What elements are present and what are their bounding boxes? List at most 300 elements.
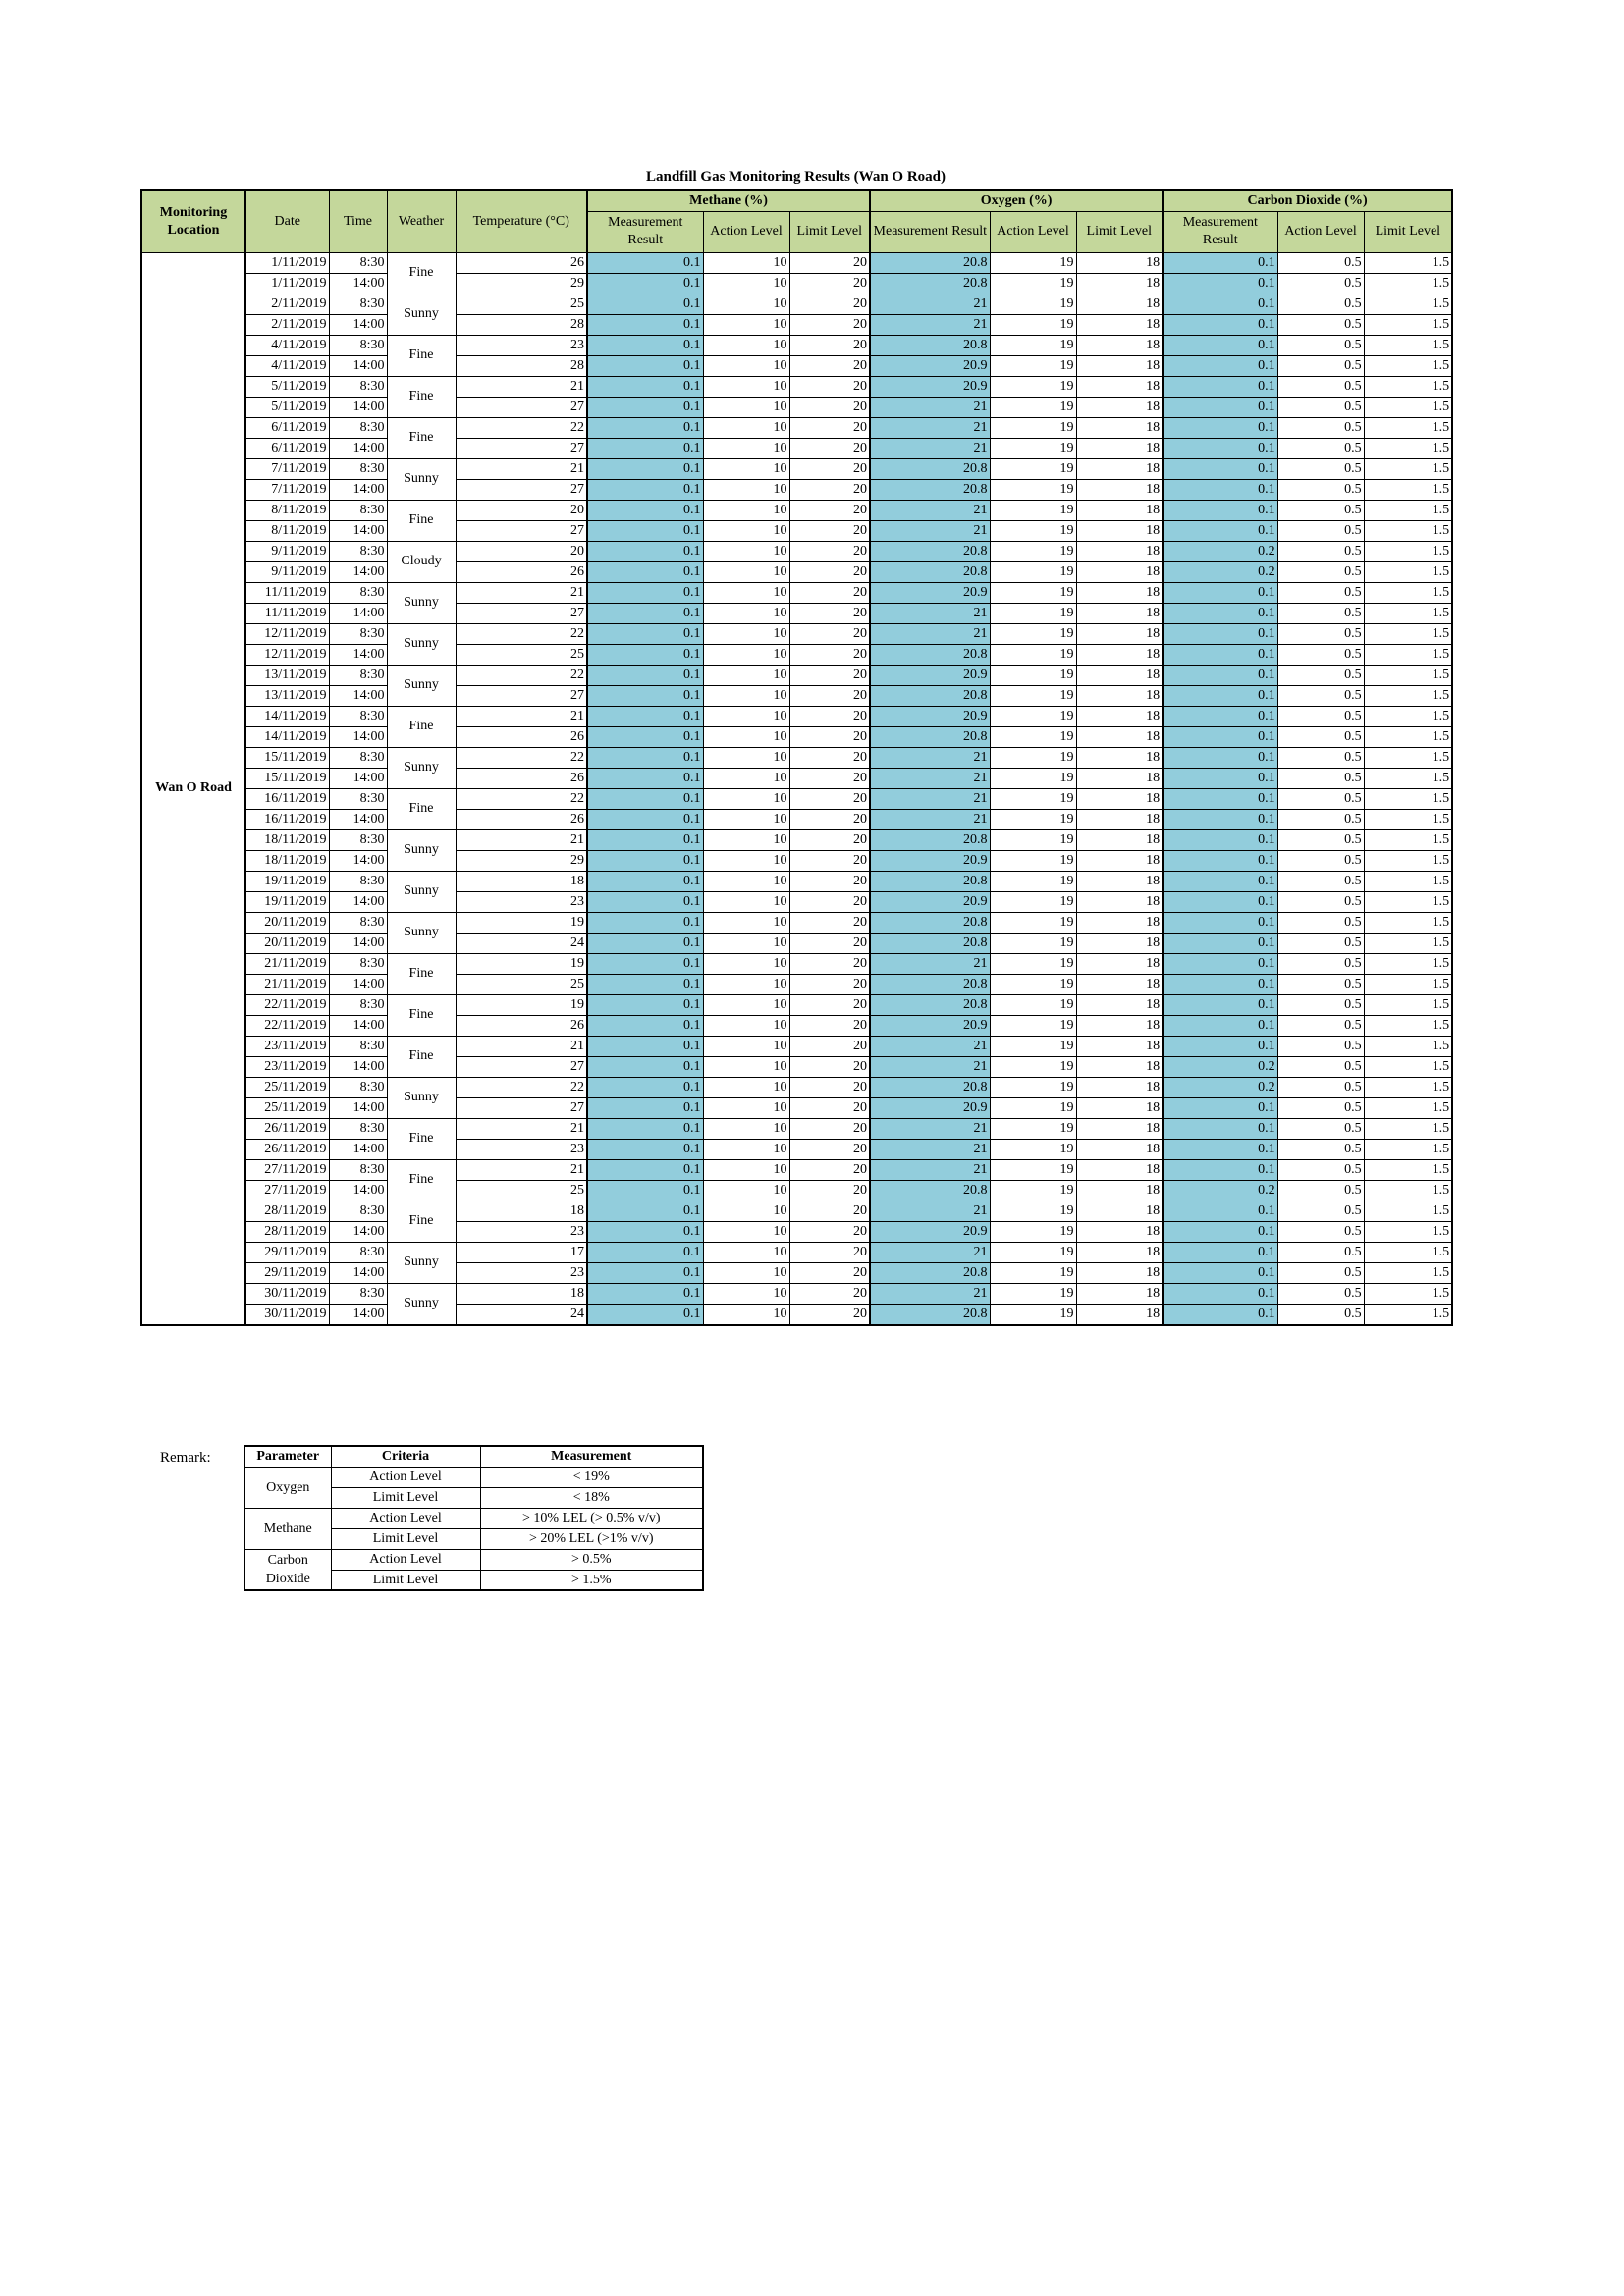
oxygen-limit-cell: 18 xyxy=(1076,891,1163,912)
co2-action-cell: 0.5 xyxy=(1277,685,1364,706)
date-cell: 13/11/2019 xyxy=(245,665,329,685)
co2-limit-cell: 1.5 xyxy=(1364,1118,1452,1139)
methane-action-cell: 10 xyxy=(703,994,789,1015)
oxygen-limit-cell: 18 xyxy=(1076,726,1163,747)
table-row xyxy=(141,1077,1452,1097)
methane-action-cell: 10 xyxy=(703,335,789,355)
co2-action-cell: 0.5 xyxy=(1277,1097,1364,1118)
time-cell: 8:30 xyxy=(329,994,387,1015)
methane-measurement-cell: 0.1 xyxy=(587,809,703,829)
header-methane: Methane (%) xyxy=(587,190,870,211)
date-cell: 28/11/2019 xyxy=(245,1221,329,1242)
co2-limit-cell: 1.5 xyxy=(1364,685,1452,706)
co2-limit-cell: 1.5 xyxy=(1364,850,1452,871)
co2-measurement-cell: 0.1 xyxy=(1163,994,1277,1015)
methane-limit-cell: 20 xyxy=(789,829,870,850)
weather-cell: Fine xyxy=(387,417,456,458)
table-row xyxy=(141,850,1452,871)
methane-measurement-cell: 0.1 xyxy=(587,458,703,479)
oxygen-action-cell: 19 xyxy=(990,438,1076,458)
date-cell: 27/11/2019 xyxy=(245,1159,329,1180)
oxygen-measurement-cell: 21 xyxy=(870,314,990,335)
co2-limit-cell: 1.5 xyxy=(1364,458,1452,479)
date-cell: 13/11/2019 xyxy=(245,685,329,706)
time-cell: 8:30 xyxy=(329,252,387,273)
time-cell: 14:00 xyxy=(329,933,387,953)
time-cell: 8:30 xyxy=(329,1118,387,1139)
co2-action-cell: 0.5 xyxy=(1277,994,1364,1015)
methane-measurement-cell: 0.1 xyxy=(587,314,703,335)
oxygen-measurement-cell: 20.9 xyxy=(870,376,990,397)
methane-limit-cell: 20 xyxy=(789,1242,870,1262)
remark-measurement-cell: < 18% xyxy=(480,1487,703,1508)
co2-limit-cell: 1.5 xyxy=(1364,417,1452,438)
table-row xyxy=(141,685,1452,706)
temperature-cell: 22 xyxy=(456,788,587,809)
oxygen-limit-cell: 18 xyxy=(1076,974,1163,994)
co2-measurement-cell: 0.1 xyxy=(1163,314,1277,335)
time-cell: 14:00 xyxy=(329,809,387,829)
time-cell: 14:00 xyxy=(329,1097,387,1118)
oxygen-measurement-cell: 21 xyxy=(870,438,990,458)
temperature-cell: 25 xyxy=(456,644,587,665)
time-cell: 14:00 xyxy=(329,1139,387,1159)
methane-limit-cell: 20 xyxy=(789,335,870,355)
co2-limit-cell: 1.5 xyxy=(1364,665,1452,685)
temperature-cell: 23 xyxy=(456,335,587,355)
co2-limit-cell: 1.5 xyxy=(1364,541,1452,561)
date-cell: 15/11/2019 xyxy=(245,747,329,768)
temperature-cell: 27 xyxy=(456,1097,587,1118)
co2-limit-cell: 1.5 xyxy=(1364,1262,1452,1283)
remark-criteria-cell: Action Level xyxy=(331,1549,480,1570)
oxygen-action-cell: 19 xyxy=(990,314,1076,335)
table-row xyxy=(141,1118,1452,1139)
co2-limit-cell: 1.5 xyxy=(1364,397,1452,417)
co2-limit-cell: 1.5 xyxy=(1364,809,1452,829)
methane-action-cell: 10 xyxy=(703,417,789,438)
time-cell: 14:00 xyxy=(329,1304,387,1325)
temperature-cell: 21 xyxy=(456,829,587,850)
header-methane-measurement: Measurement Result xyxy=(587,211,703,252)
oxygen-measurement-cell: 20.9 xyxy=(870,1097,990,1118)
time-cell: 8:30 xyxy=(329,706,387,726)
oxygen-measurement-cell: 21 xyxy=(870,1139,990,1159)
weather-cell: Fine xyxy=(387,1201,456,1242)
methane-measurement-cell: 0.1 xyxy=(587,582,703,603)
oxygen-action-cell: 19 xyxy=(990,1180,1076,1201)
table-row xyxy=(141,726,1452,747)
methane-limit-cell: 20 xyxy=(789,582,870,603)
oxygen-action-cell: 19 xyxy=(990,355,1076,376)
oxygen-measurement-cell: 21 xyxy=(870,520,990,541)
co2-limit-cell: 1.5 xyxy=(1364,376,1452,397)
table-row xyxy=(141,768,1452,788)
methane-measurement-cell: 0.1 xyxy=(587,1180,703,1201)
methane-action-cell: 10 xyxy=(703,1304,789,1325)
table-row xyxy=(141,1159,1452,1180)
temperature-cell: 17 xyxy=(456,1242,587,1262)
header-oxygen: Oxygen (%) xyxy=(870,190,1163,211)
temperature-cell: 26 xyxy=(456,809,587,829)
co2-limit-cell: 1.5 xyxy=(1364,871,1452,891)
methane-limit-cell: 20 xyxy=(789,500,870,520)
time-cell: 14:00 xyxy=(329,561,387,582)
methane-measurement-cell: 0.1 xyxy=(587,788,703,809)
table-row xyxy=(141,871,1452,891)
oxygen-measurement-cell: 21 xyxy=(870,953,990,974)
methane-limit-cell: 20 xyxy=(789,974,870,994)
oxygen-limit-cell: 18 xyxy=(1076,1139,1163,1159)
date-cell: 1/11/2019 xyxy=(245,252,329,273)
co2-action-cell: 0.5 xyxy=(1277,829,1364,850)
co2-limit-cell: 1.5 xyxy=(1364,314,1452,335)
co2-action-cell: 0.5 xyxy=(1277,1056,1364,1077)
co2-action-cell: 0.5 xyxy=(1277,438,1364,458)
oxygen-limit-cell: 18 xyxy=(1076,994,1163,1015)
table-row xyxy=(141,1015,1452,1036)
table-row xyxy=(141,994,1452,1015)
oxygen-limit-cell: 18 xyxy=(1076,1262,1163,1283)
time-cell: 8:30 xyxy=(329,747,387,768)
oxygen-action-cell: 19 xyxy=(990,1242,1076,1262)
co2-limit-cell: 1.5 xyxy=(1364,829,1452,850)
time-cell: 8:30 xyxy=(329,500,387,520)
temperature-cell: 22 xyxy=(456,623,587,644)
remark-criteria-cell: Limit Level xyxy=(331,1570,480,1590)
temperature-cell: 25 xyxy=(456,294,587,314)
methane-limit-cell: 20 xyxy=(789,768,870,788)
temperature-cell: 26 xyxy=(456,726,587,747)
table-row xyxy=(141,541,1452,561)
co2-limit-cell: 1.5 xyxy=(1364,706,1452,726)
methane-action-cell: 10 xyxy=(703,974,789,994)
oxygen-action-cell: 19 xyxy=(990,376,1076,397)
header-temperature: Temperature (°C) xyxy=(456,190,587,252)
oxygen-measurement-cell: 21 xyxy=(870,1159,990,1180)
methane-measurement-cell: 0.1 xyxy=(587,1304,703,1325)
co2-measurement-cell: 0.2 xyxy=(1163,1056,1277,1077)
methane-measurement-cell: 0.1 xyxy=(587,829,703,850)
temperature-cell: 26 xyxy=(456,252,587,273)
methane-limit-cell: 20 xyxy=(789,314,870,335)
oxygen-limit-cell: 18 xyxy=(1076,953,1163,974)
methane-limit-cell: 20 xyxy=(789,623,870,644)
co2-measurement-cell: 0.1 xyxy=(1163,500,1277,520)
methane-measurement-cell: 0.1 xyxy=(587,335,703,355)
methane-action-cell: 10 xyxy=(703,1180,789,1201)
date-cell: 2/11/2019 xyxy=(245,294,329,314)
oxygen-action-cell: 19 xyxy=(990,1056,1076,1077)
oxygen-action-cell: 19 xyxy=(990,1304,1076,1325)
page-title: Landfill Gas Monitoring Results (Wan O Road) xyxy=(645,169,947,185)
time-cell: 8:30 xyxy=(329,582,387,603)
oxygen-measurement-cell: 20.8 xyxy=(870,1262,990,1283)
methane-measurement-cell: 0.1 xyxy=(587,500,703,520)
methane-measurement-cell: 0.1 xyxy=(587,479,703,500)
oxygen-measurement-cell: 20.9 xyxy=(870,665,990,685)
methane-measurement-cell: 0.1 xyxy=(587,871,703,891)
temperature-cell: 19 xyxy=(456,912,587,933)
table-row xyxy=(141,706,1452,726)
methane-action-cell: 10 xyxy=(703,623,789,644)
table-body xyxy=(141,252,1452,1325)
co2-limit-cell: 1.5 xyxy=(1364,1201,1452,1221)
weather-cell: Fine xyxy=(387,1118,456,1159)
co2-action-cell: 0.5 xyxy=(1277,665,1364,685)
methane-limit-cell: 20 xyxy=(789,294,870,314)
methane-limit-cell: 20 xyxy=(789,1304,870,1325)
oxygen-measurement-cell: 20.8 xyxy=(870,1180,990,1201)
date-cell: 6/11/2019 xyxy=(245,438,329,458)
co2-action-cell: 0.5 xyxy=(1277,1262,1364,1283)
methane-action-cell: 10 xyxy=(703,1118,789,1139)
remark-row xyxy=(244,1549,703,1570)
methane-action-cell: 10 xyxy=(703,747,789,768)
co2-action-cell: 0.5 xyxy=(1277,933,1364,953)
co2-action-cell: 0.5 xyxy=(1277,314,1364,335)
co2-limit-cell: 1.5 xyxy=(1364,1077,1452,1097)
table-row xyxy=(141,397,1452,417)
date-cell: 7/11/2019 xyxy=(245,458,329,479)
co2-measurement-cell: 0.1 xyxy=(1163,1304,1277,1325)
methane-limit-cell: 20 xyxy=(789,438,870,458)
time-cell: 8:30 xyxy=(329,1201,387,1221)
table-row xyxy=(141,458,1452,479)
co2-measurement-cell: 0.1 xyxy=(1163,252,1277,273)
time-cell: 8:30 xyxy=(329,1036,387,1056)
methane-measurement-cell: 0.1 xyxy=(587,1118,703,1139)
oxygen-limit-cell: 18 xyxy=(1076,912,1163,933)
co2-limit-cell: 1.5 xyxy=(1364,1159,1452,1180)
oxygen-action-cell: 19 xyxy=(990,458,1076,479)
co2-measurement-cell: 0.1 xyxy=(1163,706,1277,726)
time-cell: 8:30 xyxy=(329,829,387,850)
weather-cell: Fine xyxy=(387,953,456,994)
header-methane-action: Action Level xyxy=(703,211,789,252)
time-cell: 14:00 xyxy=(329,438,387,458)
methane-action-cell: 10 xyxy=(703,1201,789,1221)
date-cell: 29/11/2019 xyxy=(245,1242,329,1262)
co2-measurement-cell: 0.1 xyxy=(1163,1283,1277,1304)
table-row xyxy=(141,665,1452,685)
methane-measurement-cell: 0.1 xyxy=(587,1056,703,1077)
methane-measurement-cell: 0.1 xyxy=(587,1159,703,1180)
methane-measurement-cell: 0.1 xyxy=(587,644,703,665)
co2-action-cell: 0.5 xyxy=(1277,520,1364,541)
methane-limit-cell: 20 xyxy=(789,273,870,294)
methane-measurement-cell: 0.1 xyxy=(587,541,703,561)
time-cell: 14:00 xyxy=(329,273,387,294)
temperature-cell: 28 xyxy=(456,314,587,335)
methane-measurement-cell: 0.1 xyxy=(587,665,703,685)
oxygen-limit-cell: 18 xyxy=(1076,1221,1163,1242)
oxygen-measurement-cell: 20.9 xyxy=(870,1015,990,1036)
methane-limit-cell: 20 xyxy=(789,1015,870,1036)
date-cell: 16/11/2019 xyxy=(245,788,329,809)
time-cell: 14:00 xyxy=(329,314,387,335)
co2-action-cell: 0.5 xyxy=(1277,1242,1364,1262)
methane-limit-cell: 20 xyxy=(789,1139,870,1159)
methane-measurement-cell: 0.1 xyxy=(587,561,703,582)
oxygen-measurement-cell: 20.9 xyxy=(870,355,990,376)
methane-measurement-cell: 0.1 xyxy=(587,397,703,417)
header-time: Time xyxy=(329,190,387,252)
co2-limit-cell: 1.5 xyxy=(1364,726,1452,747)
weather-cell: Sunny xyxy=(387,871,456,912)
date-cell: 19/11/2019 xyxy=(245,891,329,912)
table-row xyxy=(141,809,1452,829)
remark-parameter-line: Dioxide xyxy=(265,1571,310,1586)
methane-measurement-cell: 0.1 xyxy=(587,603,703,623)
date-cell: 19/11/2019 xyxy=(245,871,329,891)
temperature-cell: 27 xyxy=(456,603,587,623)
temperature-cell: 28 xyxy=(456,355,587,376)
date-cell: 30/11/2019 xyxy=(245,1283,329,1304)
date-cell: 26/11/2019 xyxy=(245,1118,329,1139)
oxygen-action-cell: 19 xyxy=(990,417,1076,438)
date-cell: 22/11/2019 xyxy=(245,994,329,1015)
oxygen-action-cell: 19 xyxy=(990,933,1076,953)
date-cell: 5/11/2019 xyxy=(245,397,329,417)
oxygen-measurement-cell: 21 xyxy=(870,1056,990,1077)
oxygen-limit-cell: 18 xyxy=(1076,603,1163,623)
methane-action-cell: 10 xyxy=(703,314,789,335)
weather-cell: Sunny xyxy=(387,294,456,335)
methane-limit-cell: 20 xyxy=(789,1036,870,1056)
methane-measurement-cell: 0.1 xyxy=(587,768,703,788)
methane-limit-cell: 20 xyxy=(789,726,870,747)
oxygen-limit-cell: 18 xyxy=(1076,273,1163,294)
methane-limit-cell: 20 xyxy=(789,603,870,623)
methane-limit-cell: 20 xyxy=(789,1077,870,1097)
methane-limit-cell: 20 xyxy=(789,397,870,417)
table-row xyxy=(141,500,1452,520)
oxygen-limit-cell: 18 xyxy=(1076,561,1163,582)
temperature-cell: 23 xyxy=(456,1221,587,1242)
temperature-cell: 21 xyxy=(456,582,587,603)
co2-measurement-cell: 0.1 xyxy=(1163,582,1277,603)
methane-action-cell: 10 xyxy=(703,1036,789,1056)
oxygen-limit-cell: 18 xyxy=(1076,541,1163,561)
oxygen-action-cell: 19 xyxy=(990,809,1076,829)
table-row xyxy=(141,891,1452,912)
methane-limit-cell: 20 xyxy=(789,788,870,809)
co2-measurement-cell: 0.1 xyxy=(1163,417,1277,438)
oxygen-limit-cell: 18 xyxy=(1076,1097,1163,1118)
methane-action-cell: 10 xyxy=(703,953,789,974)
methane-action-cell: 10 xyxy=(703,479,789,500)
methane-measurement-cell: 0.1 xyxy=(587,355,703,376)
table-row xyxy=(141,273,1452,294)
temperature-cell: 26 xyxy=(456,1015,587,1036)
co2-measurement-cell: 0.1 xyxy=(1163,953,1277,974)
weather-cell: Cloudy xyxy=(387,541,456,582)
date-cell: 4/11/2019 xyxy=(245,335,329,355)
oxygen-measurement-cell: 20.9 xyxy=(870,891,990,912)
temperature-cell: 21 xyxy=(456,1118,587,1139)
methane-limit-cell: 20 xyxy=(789,644,870,665)
methane-limit-cell: 20 xyxy=(789,376,870,397)
temperature-cell: 18 xyxy=(456,871,587,891)
co2-action-cell: 0.5 xyxy=(1277,273,1364,294)
oxygen-measurement-cell: 20.8 xyxy=(870,644,990,665)
temperature-cell: 21 xyxy=(456,706,587,726)
methane-action-cell: 10 xyxy=(703,891,789,912)
methane-action-cell: 10 xyxy=(703,603,789,623)
oxygen-measurement-cell: 20.9 xyxy=(870,850,990,871)
methane-measurement-cell: 0.1 xyxy=(587,294,703,314)
temperature-cell: 23 xyxy=(456,1139,587,1159)
oxygen-limit-cell: 18 xyxy=(1076,1242,1163,1262)
methane-measurement-cell: 0.1 xyxy=(587,1242,703,1262)
co2-action-cell: 0.5 xyxy=(1277,1015,1364,1036)
oxygen-limit-cell: 18 xyxy=(1076,1201,1163,1221)
table-row xyxy=(141,1304,1452,1325)
co2-limit-cell: 1.5 xyxy=(1364,335,1452,355)
time-cell: 8:30 xyxy=(329,953,387,974)
date-cell: 18/11/2019 xyxy=(245,829,329,850)
oxygen-limit-cell: 18 xyxy=(1076,479,1163,500)
oxygen-action-cell: 19 xyxy=(990,726,1076,747)
table-row xyxy=(141,1036,1452,1056)
co2-limit-cell: 1.5 xyxy=(1364,603,1452,623)
weather-cell: Fine xyxy=(387,788,456,829)
time-cell: 14:00 xyxy=(329,891,387,912)
header-oxygen-action: Action Level xyxy=(990,211,1076,252)
temperature-cell: 27 xyxy=(456,438,587,458)
temperature-cell: 29 xyxy=(456,273,587,294)
co2-limit-cell: 1.5 xyxy=(1364,1283,1452,1304)
methane-action-cell: 10 xyxy=(703,1283,789,1304)
methane-action-cell: 10 xyxy=(703,685,789,706)
remark-measurement-cell: > 20% LEL (>1% v/v) xyxy=(480,1528,703,1549)
time-cell: 14:00 xyxy=(329,644,387,665)
table-header xyxy=(141,190,1452,252)
oxygen-action-cell: 19 xyxy=(990,706,1076,726)
oxygen-action-cell: 19 xyxy=(990,1015,1076,1036)
co2-limit-cell: 1.5 xyxy=(1364,623,1452,644)
time-cell: 14:00 xyxy=(329,850,387,871)
time-cell: 14:00 xyxy=(329,1180,387,1201)
oxygen-action-cell: 19 xyxy=(990,603,1076,623)
table-row xyxy=(141,603,1452,623)
co2-action-cell: 0.5 xyxy=(1277,355,1364,376)
methane-action-cell: 10 xyxy=(703,397,789,417)
oxygen-limit-cell: 18 xyxy=(1076,809,1163,829)
oxygen-action-cell: 19 xyxy=(990,1118,1076,1139)
oxygen-measurement-cell: 20.8 xyxy=(870,829,990,850)
methane-action-cell: 10 xyxy=(703,252,789,273)
date-cell: 8/11/2019 xyxy=(245,520,329,541)
oxygen-measurement-cell: 21 xyxy=(870,623,990,644)
date-cell: 2/11/2019 xyxy=(245,314,329,335)
methane-measurement-cell: 0.1 xyxy=(587,726,703,747)
oxygen-measurement-cell: 21 xyxy=(870,1242,990,1262)
date-cell: 21/11/2019 xyxy=(245,953,329,974)
table-row xyxy=(141,335,1452,355)
oxygen-action-cell: 19 xyxy=(990,335,1076,355)
time-cell: 14:00 xyxy=(329,685,387,706)
co2-measurement-cell: 0.1 xyxy=(1163,871,1277,891)
header-date: Date xyxy=(245,190,329,252)
table-row xyxy=(141,417,1452,438)
co2-action-cell: 0.5 xyxy=(1277,788,1364,809)
co2-limit-cell: 1.5 xyxy=(1364,1304,1452,1325)
co2-action-cell: 0.5 xyxy=(1277,850,1364,871)
temperature-cell: 27 xyxy=(456,520,587,541)
time-cell: 14:00 xyxy=(329,1015,387,1036)
